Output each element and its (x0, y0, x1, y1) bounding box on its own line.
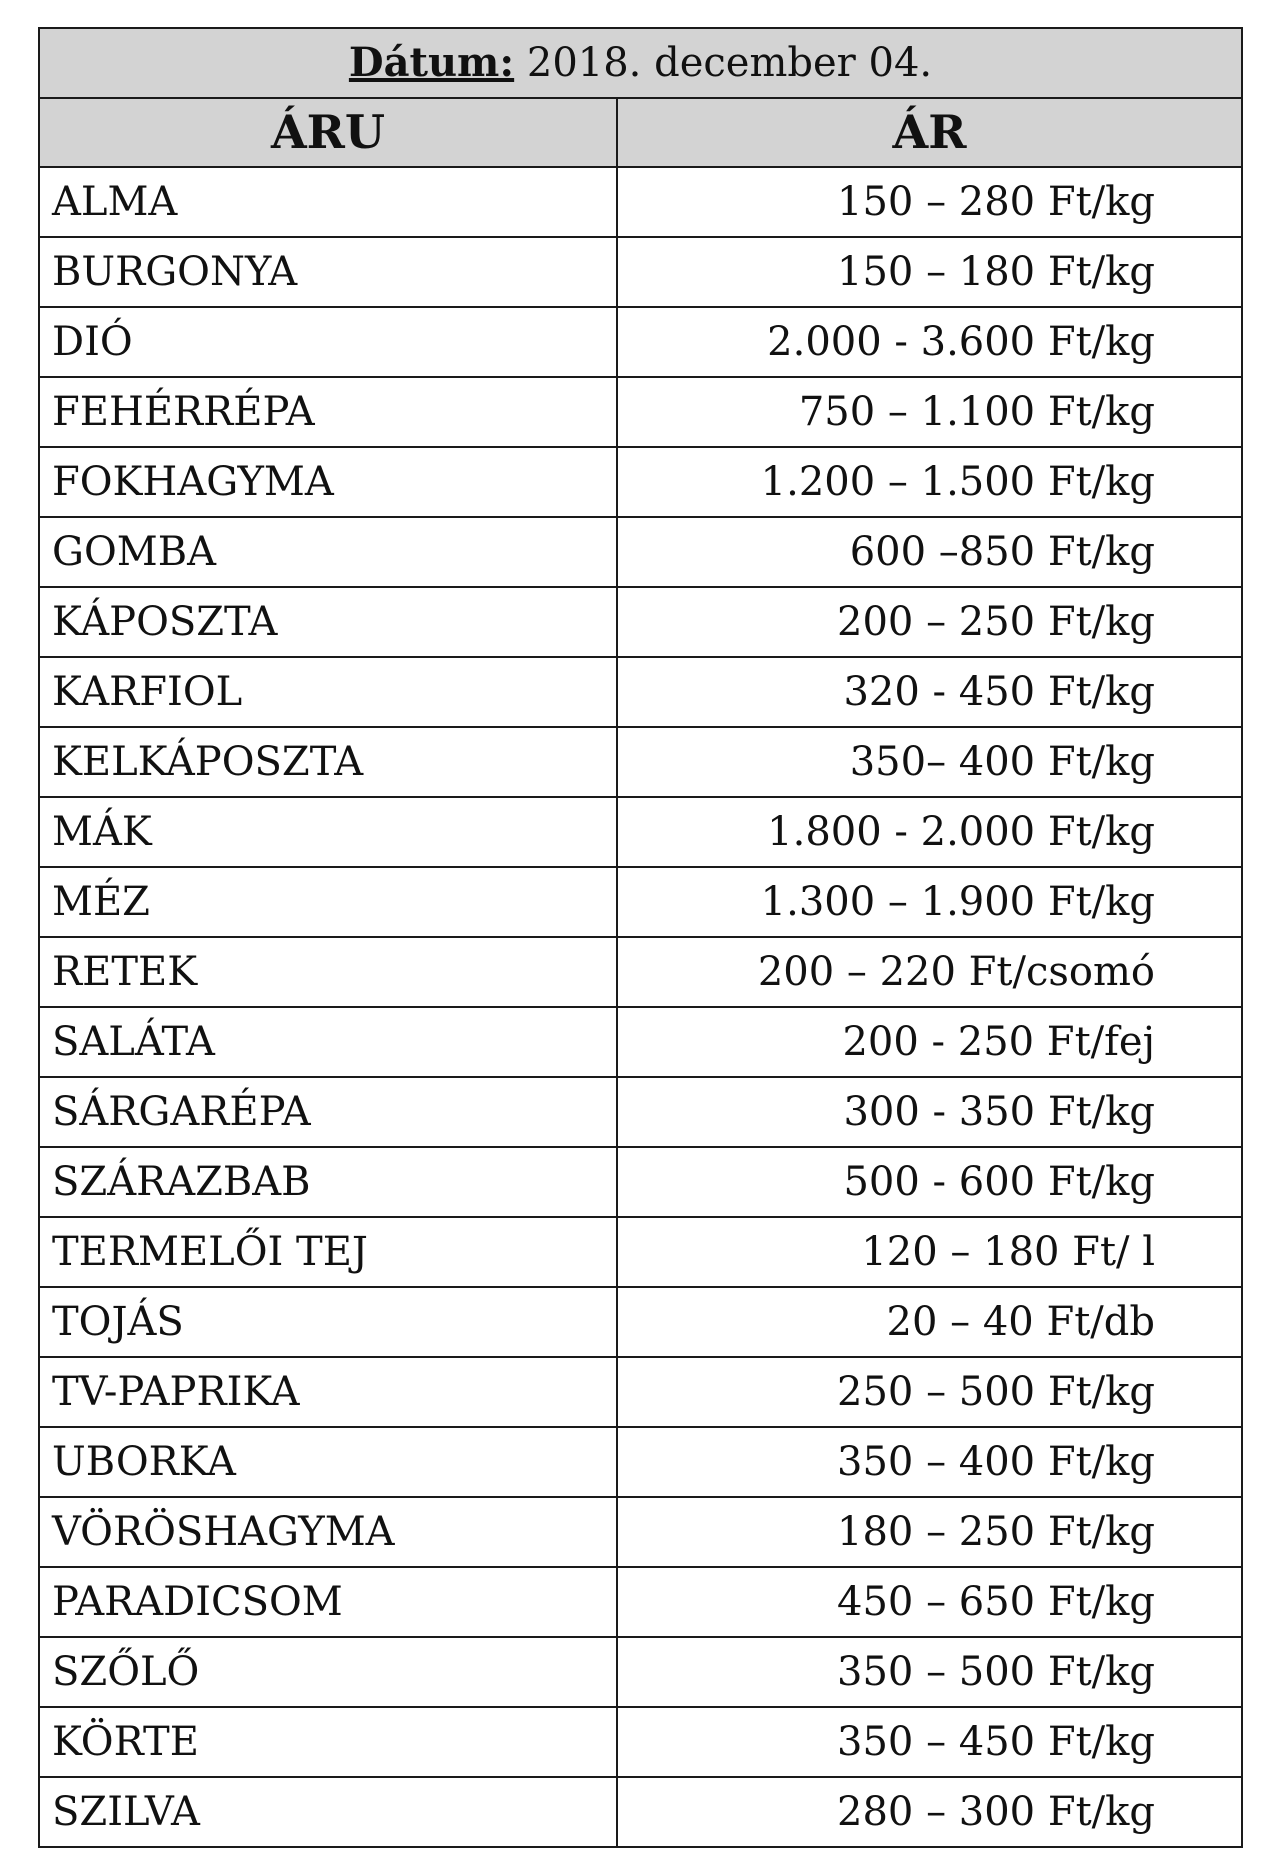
table-row (39, 447, 1242, 517)
table-row (39, 1567, 1242, 1637)
price-table-container (38, 27, 1241, 1848)
item-price: 350 – 400 Ft/kg (617, 1427, 1242, 1497)
item-name: FOKHAGYMA (39, 447, 617, 517)
date-label: Dátum: (348, 39, 515, 86)
column-header-row (39, 98, 1242, 167)
item-name: FEHÉRRÉPA (39, 377, 617, 447)
item-name: KÁPOSZTA (39, 587, 617, 657)
table-row (39, 1217, 1242, 1287)
item-name: KARFIOL (39, 657, 617, 727)
item-price: 600 –850 Ft/kg (617, 517, 1242, 587)
column-header-item: ÁRU (39, 98, 617, 167)
item-name: MÉZ (39, 867, 617, 937)
item-name: SZILVA (39, 1777, 617, 1847)
item-price: 280 – 300 Ft/kg (617, 1777, 1242, 1847)
item-name: VÖRÖSHAGYMA (39, 1497, 617, 1567)
table-row (39, 307, 1242, 377)
table-row (39, 1287, 1242, 1357)
table-row (39, 657, 1242, 727)
date-row (39, 28, 1242, 98)
table-row (39, 237, 1242, 307)
item-name: SALÁTA (39, 1007, 617, 1077)
table-row (39, 727, 1242, 797)
item-price: 1.300 – 1.900 Ft/kg (617, 867, 1242, 937)
item-name: ALMA (39, 167, 617, 237)
item-name: GOMBA (39, 517, 617, 587)
item-price: 2.000 - 3.600 Ft/kg (617, 307, 1242, 377)
item-price: 250 – 500 Ft/kg (617, 1357, 1242, 1427)
table-row (39, 1707, 1242, 1777)
item-name: MÁK (39, 797, 617, 867)
item-price: 20 – 40 Ft/db (617, 1287, 1242, 1357)
item-price: 300 - 350 Ft/kg (617, 1077, 1242, 1147)
item-price: 350 – 450 Ft/kg (617, 1707, 1242, 1777)
date-cell (39, 28, 1242, 98)
item-name: TERMELŐI TEJ (39, 1217, 617, 1287)
item-price: 1.200 – 1.500 Ft/kg (617, 447, 1242, 517)
item-name: PARADICSOM (39, 1567, 617, 1637)
table-row (39, 797, 1242, 867)
item-price: 150 – 280 Ft/kg (617, 167, 1242, 237)
item-name: UBORKA (39, 1427, 617, 1497)
table-row (39, 1777, 1242, 1847)
item-price: 350– 400 Ft/kg (617, 727, 1242, 797)
item-name: KELKÁPOSZTA (39, 727, 617, 797)
item-price: 500 - 600 Ft/kg (617, 1147, 1242, 1217)
item-price: 200 - 250 Ft/fej (617, 1007, 1242, 1077)
item-price: 120 – 180 Ft/ l (617, 1217, 1242, 1287)
item-price: 1.800 - 2.000 Ft/kg (617, 797, 1242, 867)
table-row (39, 1357, 1242, 1427)
item-price: 450 – 650 Ft/kg (617, 1567, 1242, 1637)
item-name: DIÓ (39, 307, 617, 377)
item-price: 180 – 250 Ft/kg (617, 1497, 1242, 1567)
item-price: 320 - 450 Ft/kg (617, 657, 1242, 727)
table-row (39, 1007, 1242, 1077)
price-table (38, 27, 1243, 1848)
item-price: 150 – 180 Ft/kg (617, 237, 1242, 307)
item-name: TV-PAPRIKA (39, 1357, 617, 1427)
table-row (39, 517, 1242, 587)
table-row (39, 167, 1242, 237)
item-name: KÖRTE (39, 1707, 617, 1777)
table-row (39, 1427, 1242, 1497)
table-row (39, 377, 1242, 447)
column-header-price: ÁR (617, 98, 1242, 167)
item-name: SZŐLŐ (39, 1637, 617, 1707)
item-name: TOJÁS (39, 1287, 617, 1357)
item-price: 350 – 500 Ft/kg (617, 1637, 1242, 1707)
item-name: BURGONYA (39, 237, 617, 307)
table-row (39, 1637, 1242, 1707)
table-row (39, 1147, 1242, 1217)
table-row (39, 937, 1242, 1007)
table-row (39, 867, 1242, 937)
table-row (39, 1077, 1242, 1147)
item-name: SZÁRAZBAB (39, 1147, 617, 1217)
table-row (39, 1497, 1242, 1567)
date-value: 2018. december 04. (526, 40, 933, 86)
table-row (39, 587, 1242, 657)
item-price: 200 – 220 Ft/csomó (617, 937, 1242, 1007)
item-name: RETEK (39, 937, 617, 1007)
item-price: 750 – 1.100 Ft/kg (617, 377, 1242, 447)
item-name: SÁRGARÉPA (39, 1077, 617, 1147)
item-price: 200 – 250 Ft/kg (617, 587, 1242, 657)
